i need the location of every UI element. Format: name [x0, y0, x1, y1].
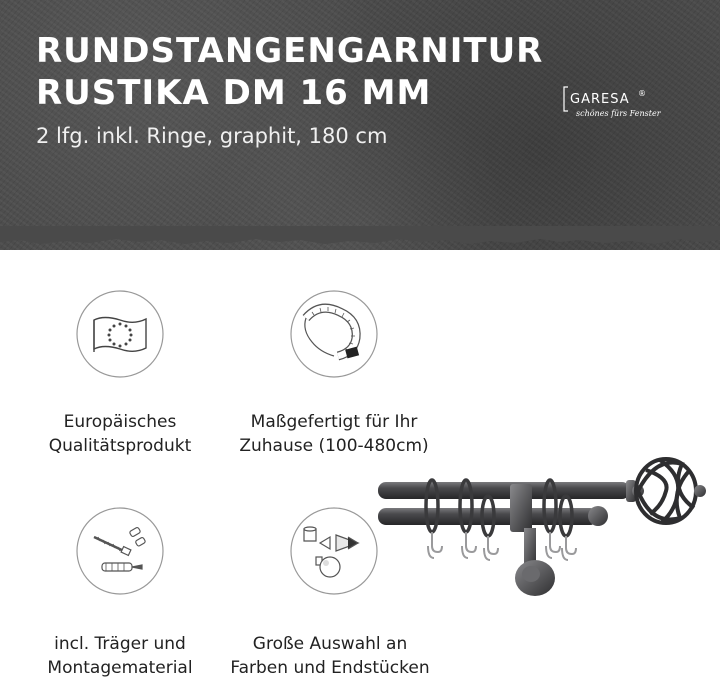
- feature-label-quality: [10, 410, 230, 458]
- eu-flag-icon: [76, 290, 164, 378]
- garesa-logo: [562, 84, 666, 124]
- curtain-hooks: [428, 532, 576, 560]
- feature-label-mounting: [10, 632, 230, 680]
- feature-custom-line2: Zuhause (100-480cm): [239, 436, 429, 456]
- logo-brand: GARESA: [570, 92, 630, 107]
- feature-quality-line2: Qualitätsprodukt: [48, 436, 192, 456]
- finials-icon: [290, 507, 378, 595]
- feature-mounting-line2: Montagematerial: [47, 658, 193, 678]
- front-rod-end-cap: [588, 506, 608, 526]
- measuring-tape-icon: [290, 290, 378, 378]
- wall-bracket: [510, 484, 555, 596]
- basket-finial: [626, 459, 706, 523]
- product-title-line2: RUSTIKA DM 16 MM: [36, 73, 432, 113]
- product-title: [36, 30, 543, 114]
- front-rod: [378, 508, 598, 525]
- logo-registered: ®: [638, 89, 646, 98]
- product-subtitle: 2 lfg. inkl. Ringe, graphit, 180 cm: [36, 124, 388, 148]
- mounting-hardware-icon: [76, 507, 164, 595]
- banner-rough-edge: [0, 226, 720, 254]
- logo-tagline: schönes fürs Fenster: [576, 109, 661, 118]
- feature-label-finials: [220, 632, 440, 680]
- feature-mounting-line1: incl. Träger und: [54, 634, 186, 654]
- feature-quality-line1: Europäisches: [63, 412, 177, 432]
- product-title-line1: RUNDSTANGENGARNITUR: [36, 31, 544, 71]
- feature-finials-line2: Farben und Endstücken: [230, 658, 430, 678]
- curtain-rod-product-image: [370, 448, 720, 618]
- feature-finials-line1: Große Auswahl an: [252, 634, 408, 654]
- rear-rod: [378, 482, 630, 499]
- feature-custom-line1: Maßgefertigt für Ihr: [250, 412, 418, 432]
